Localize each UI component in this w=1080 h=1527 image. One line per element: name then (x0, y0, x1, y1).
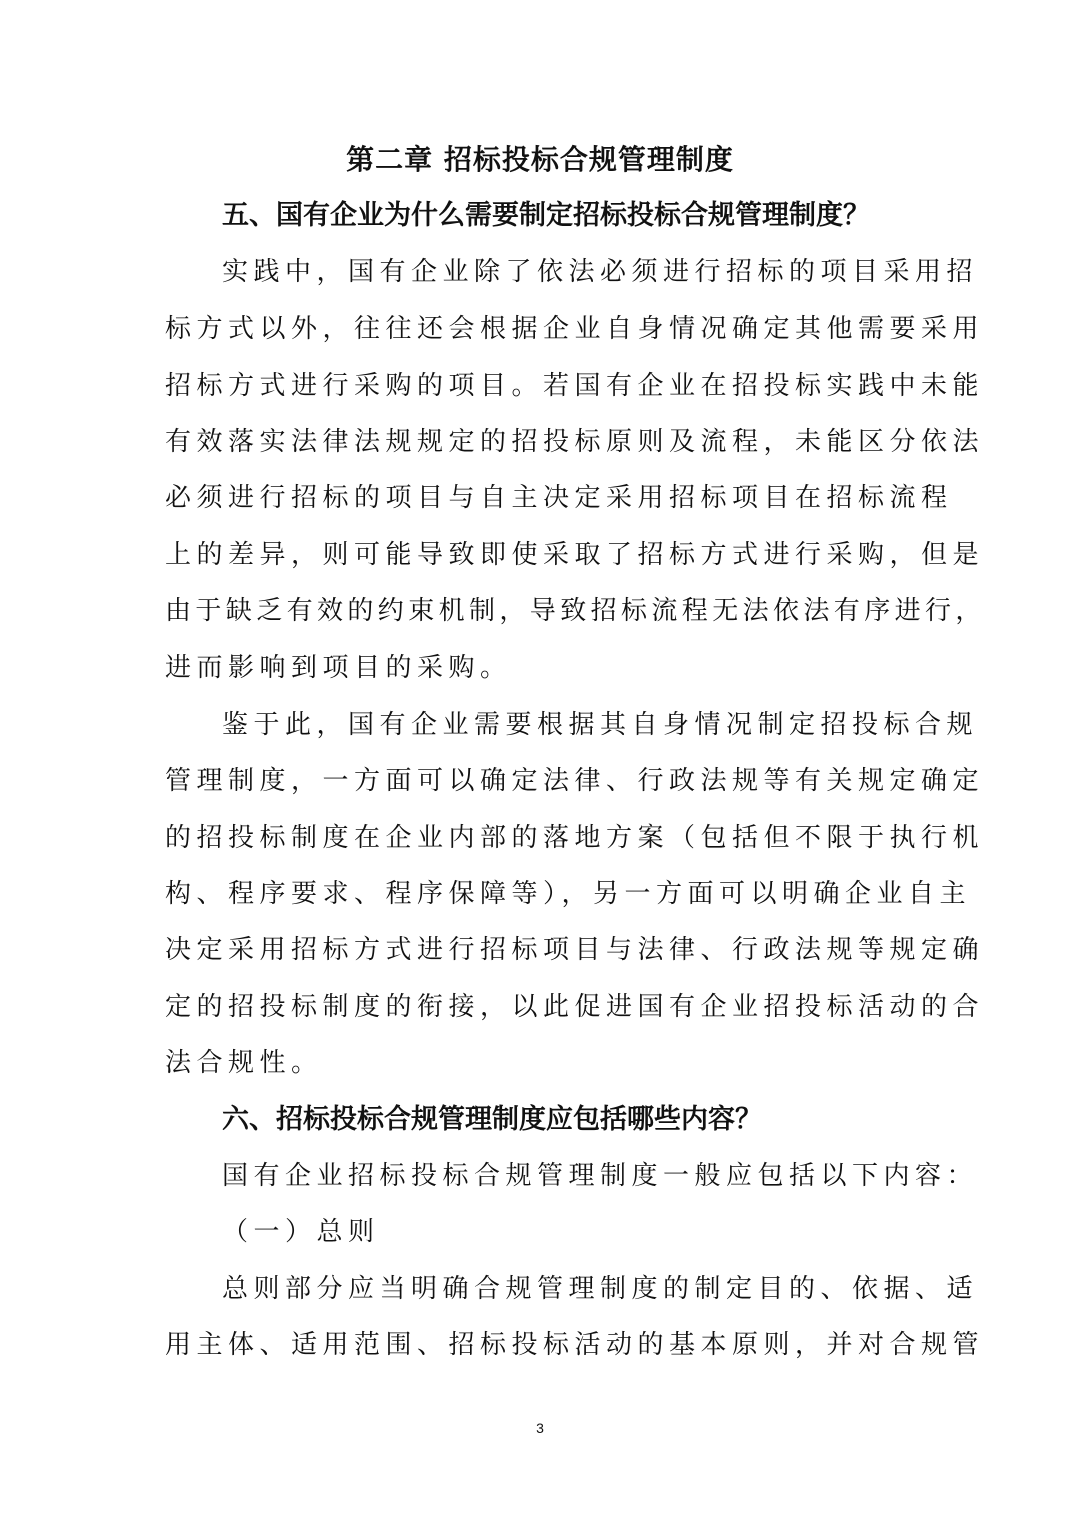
section-heading-5: 五、国有企业为什么需要制定招标投标合规管理制度？ (222, 200, 870, 231)
paragraph-line: 实践中，国有企业除了依法必须进行招标的项目采用招 (222, 257, 979, 287)
paragraph-line: 国有企业招标投标合规管理制度一般应包括以下内容： (222, 1161, 979, 1191)
paragraph-line: 的招投标制度在企业内部的落地方案（包括但不限于执行机 (165, 823, 985, 853)
paragraph-line: 招标方式进行采购的项目。若国有企业在招投标实践中未能 (165, 371, 985, 401)
paragraph-line: 管理制度，一方面可以确定法律、行政法规等有关规定确定 (165, 766, 985, 796)
paragraph-line: 定的招投标制度的衔接，以此促进国有企业招投标活动的合 (165, 992, 985, 1022)
paragraph-line: 必须进行招标的项目与自主决定采用招标项目在招标流程 (165, 483, 953, 513)
paragraph-line: 上的差异，则可能导致即使采取了招标方式进行采购，但是 (165, 540, 985, 570)
chapter-title: 第二章 招标投标合规管理制度 (346, 143, 734, 176)
paragraph-line: 构、程序要求、程序保障等），另一方面可以明确企业自主 (165, 879, 972, 909)
page-number: 3 (536, 1420, 544, 1436)
paragraph-line: 决定采用招标方式进行招标项目与法律、行政法规等规定确 (165, 935, 985, 965)
paragraph-line: 总则部分应当明确合规管理制度的制定目的、依据、适 (222, 1274, 979, 1304)
subsection-heading: （一）总则 (222, 1217, 380, 1247)
paragraph-line: 进而影响到项目的采购。 (165, 653, 512, 683)
paragraph-line: 鉴于此，国有企业需要根据其自身情况制定招投标合规 (222, 710, 979, 740)
section-heading-6: 六、招标投标合规管理制度应包括哪些内容？ (222, 1104, 762, 1135)
paragraph-line: 有效落实法律法规规定的招投标原则及流程，未能区分依法 (165, 427, 985, 457)
paragraph-line: 用主体、适用范围、招标投标活动的基本原则，并对合规管 (165, 1330, 985, 1360)
paragraph-line: 由于缺乏有效的约束机制，导致招标流程无法依法有序进行， (165, 596, 986, 626)
paragraph-line: 标方式以外，往往还会根据企业自身情况确定其他需要采用 (165, 314, 985, 344)
paragraph-line: 法合规性。 (165, 1048, 323, 1078)
